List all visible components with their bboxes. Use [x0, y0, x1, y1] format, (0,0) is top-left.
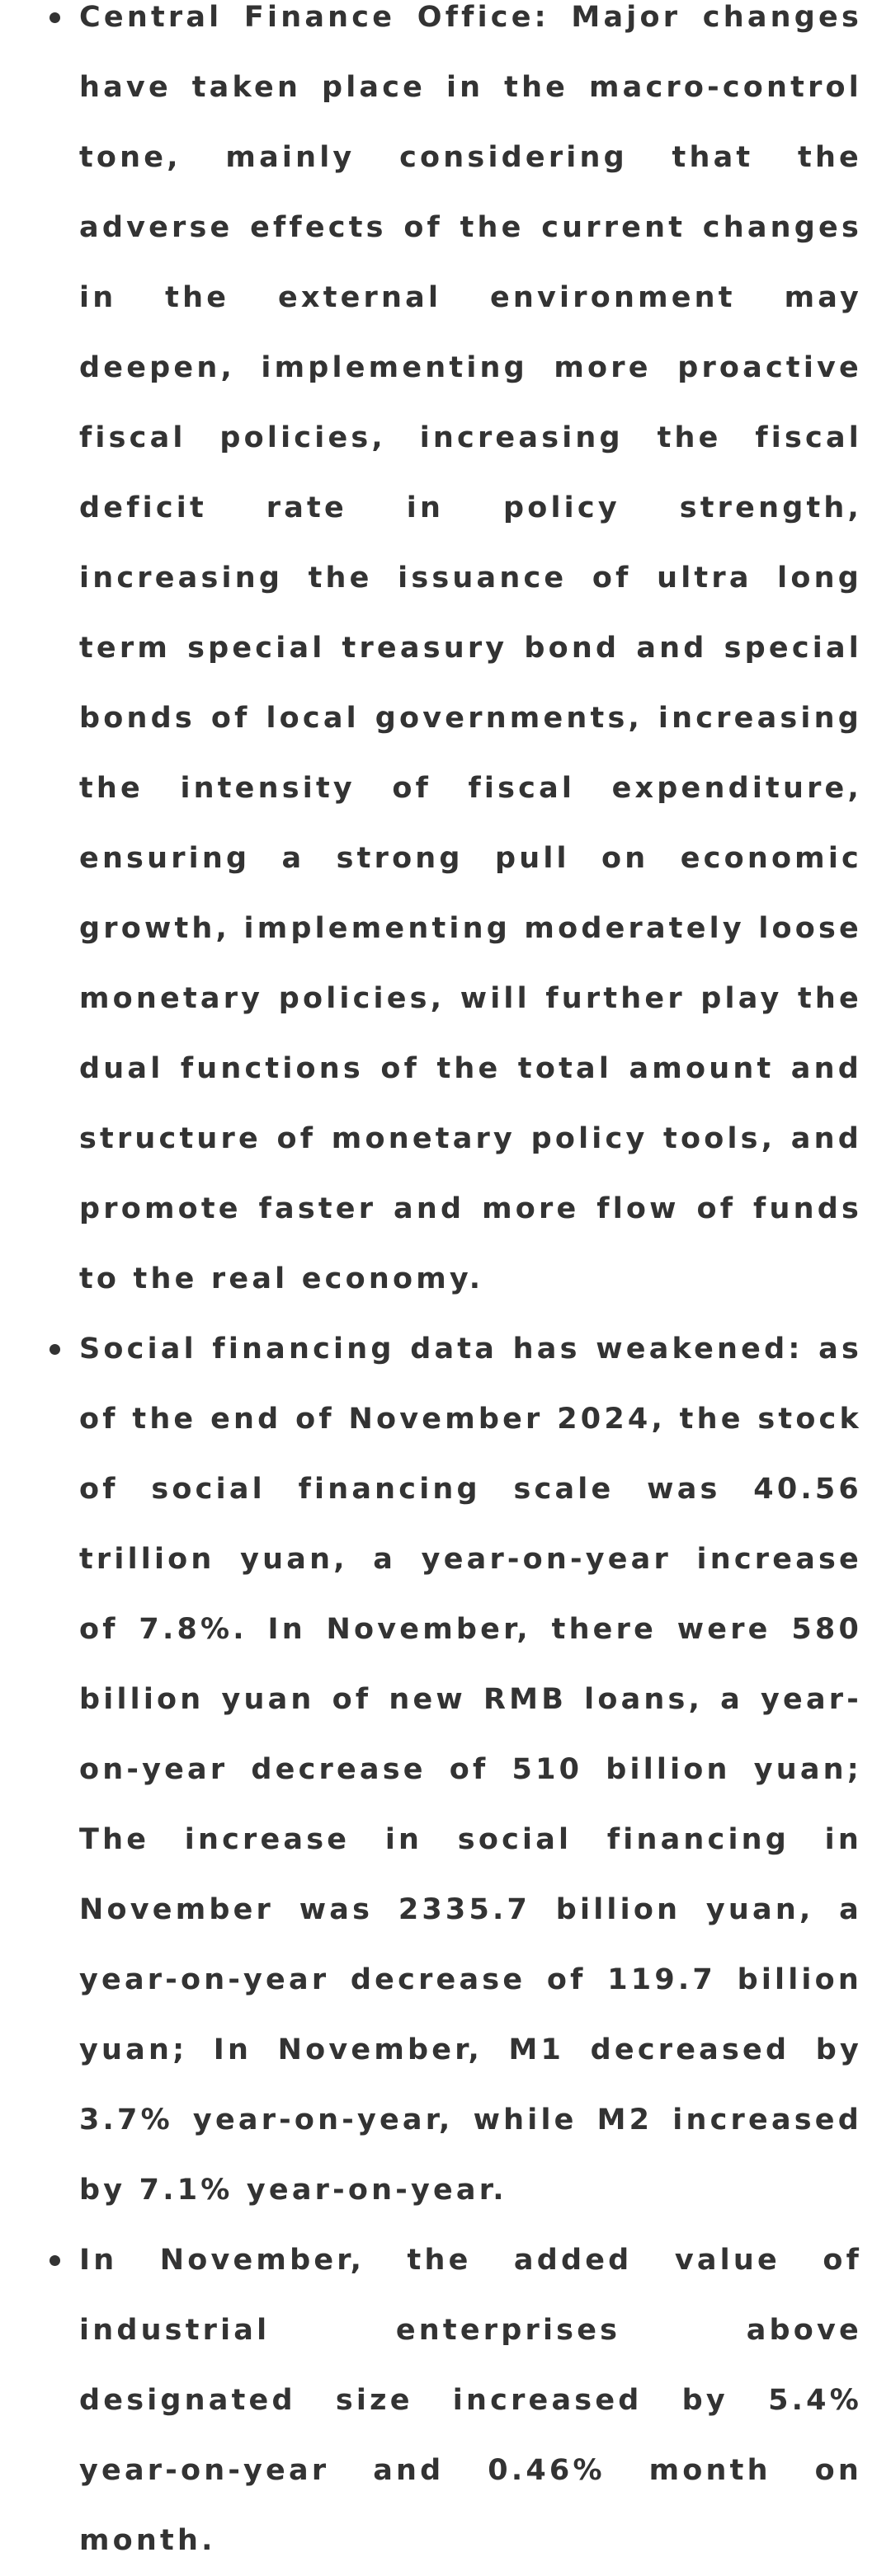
list-item-text: In November, the added value of industrial enterprises above designated size increased by 5.4% year-on-year and 0.46% month on month.: [79, 2244, 862, 2557]
list-item-central-finance-office: [50, 0, 862, 1314]
bullet-list: [50, 0, 862, 2576]
list-item-industrial-value-added: [50, 2226, 862, 2576]
bullet-dot-icon: [50, 2255, 60, 2266]
list-item-text: Central Finance Office: Major changes have taken place in the macro-control tone, mainly considering that the adverse effects of the current changes in the external environment may deepen, implementing more proactive fiscal policies, increasing the fiscal deficit rate in policy strength, increasing the issuance of ultra long term special treasury bond and special bonds of local governments, increasing the intensity of fiscal expenditure, ensuring a strong pull on economic growth, implementing moderately loose monetary policies, will further play the dual functions of the total amount and structure of monetary policy tools, and promote faster and more flow of funds to the real economy.: [79, 1, 862, 1295]
list-item-social-financing: [50, 1314, 862, 2226]
bullet-dot-icon: [50, 12, 60, 23]
list-item-text: Social financing data has weakened: as of the end of November 2024, the stock of social financing scale was 40.56 trillion yuan, a year-on-year increase of 7.8%. In November, there were 580 billion yuan of new RMB loans, a year-on-year decrease of 510 billion yuan; The increase in social financing in November was 2335.7 billion yuan, a year-on-year decrease of 119.7 billion yuan; In November, M1 decreased by 3.7% year-on-year, while M2 increased by 7.1% year-on-year.: [79, 1333, 862, 2207]
bullet-dot-icon: [50, 1344, 60, 1355]
article-body: [50, 0, 862, 2576]
